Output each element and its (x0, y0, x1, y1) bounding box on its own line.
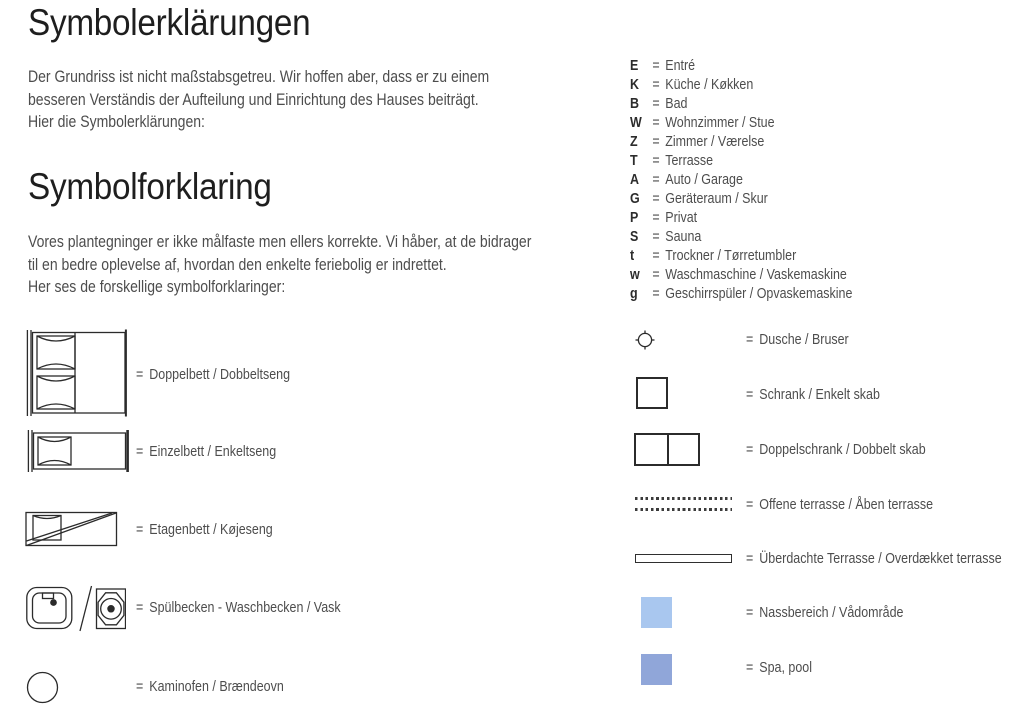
symbol-label-spa-pool (746, 659, 812, 677)
text-line: Der Grundriss ist nicht maßstabsgetreu. Wir hoffen aber, dass er zu einem (28, 68, 490, 86)
equals-sign: = (652, 58, 660, 74)
equals-sign: = (652, 77, 660, 93)
page-title-german: Symbolerklärungen (28, 2, 311, 43)
symbol-label-text: Spa, pool (759, 660, 813, 676)
symbol-label-covered-terrace (746, 550, 1002, 568)
room-code-label: Wohnzimmer / Stue (665, 115, 775, 131)
intro-german (28, 66, 489, 134)
room-code-key: K (630, 77, 640, 93)
symbol-label-text: Einzelbett / Enkeltseng (149, 444, 277, 460)
symbol-label-stove (136, 678, 284, 696)
room-code-label: Geräteraum / Skur (665, 191, 768, 207)
symbol-label-open-terrace (746, 496, 933, 514)
wet-area-icon (641, 597, 672, 628)
room-code-label: Geschirrspüler / Opvaskemaskine (665, 286, 853, 302)
room-code-key: W (630, 115, 642, 131)
room-code-row (630, 172, 743, 189)
room-code-key: Z (630, 134, 638, 150)
equals-sign: = (746, 551, 754, 567)
room-code-key: B (630, 96, 640, 112)
equals-sign: = (652, 96, 660, 112)
symbol-label-text: Dusche / Bruser (759, 332, 849, 348)
symbol-label-text: Etagenbett / Køjeseng (149, 522, 273, 538)
symbol-label-single-bed (136, 443, 276, 461)
equals-sign: = (652, 153, 660, 169)
symbol-label-wet-area (746, 604, 903, 622)
intro-danish (28, 231, 531, 299)
equals-sign: = (652, 172, 660, 188)
symbol-label-shower (746, 331, 849, 349)
sink-washbasin-icon (26, 585, 126, 632)
room-code-label: Bad (665, 96, 688, 112)
dotted-line (635, 497, 732, 500)
equals-sign: = (746, 660, 754, 676)
text-line: til en bedre oplevelse af, hvordan den enkelte feriebolig er indrettet. (28, 255, 447, 274)
double-wardrobe-icon (634, 433, 700, 466)
room-code-label: Terrasse (665, 153, 714, 169)
text-line: Hier die Symbolerklärungen: (28, 113, 205, 131)
room-code-label: Entré (665, 58, 696, 74)
equals-sign: = (136, 600, 144, 616)
symbol-label-double-bed (136, 366, 290, 384)
wood-stove-icon (26, 671, 60, 705)
room-code-label: Trockner / Tørretumbler (665, 248, 797, 264)
equals-sign: = (652, 210, 660, 226)
room-code-row (630, 248, 796, 265)
room-code-label: Waschmaschine / Vaskemaskine (665, 267, 847, 283)
equals-sign: = (746, 497, 754, 513)
single-bed-icon (26, 429, 130, 473)
text-line: Her ses de forskellige symbolforklaringer: (28, 278, 286, 296)
symbol-label-text: Nassbereich / Vådområde (759, 605, 904, 621)
symbol-label-bunk-bed (136, 521, 273, 539)
single-wardrobe-icon (636, 377, 668, 409)
equals-sign: = (746, 605, 754, 621)
symbol-label-double-wardrobe (746, 441, 926, 459)
room-code-row (630, 153, 713, 170)
double-bed-icon (25, 329, 127, 417)
equals-sign: = (652, 134, 660, 150)
room-code-row (630, 191, 768, 208)
equals-sign: = (746, 442, 754, 458)
room-code-key: S (630, 229, 639, 245)
equals-sign: = (652, 286, 660, 302)
room-code-row (630, 77, 753, 94)
room-code-key: A (630, 172, 640, 188)
symbol-label-text: Schrank / Enkelt skab (759, 387, 880, 403)
bunk-bed-icon (25, 510, 118, 547)
covered-terrace-icon (635, 554, 732, 563)
room-code-row (630, 210, 697, 227)
page-title-danish: Symbolforklaring (28, 166, 272, 207)
room-code-key: G (630, 191, 640, 207)
room-code-row (630, 286, 852, 303)
equals-sign: = (652, 191, 660, 207)
room-code-key: P (630, 210, 639, 226)
room-code-row (630, 267, 847, 284)
equals-sign: = (652, 248, 660, 264)
text-line: besseren Verständis der Aufteilung und Einrichtung des Hauses beiträgt. (28, 90, 479, 109)
room-code-key: T (630, 153, 638, 169)
room-code-label: Küche / Køkken (665, 77, 754, 93)
room-code-label: Auto / Garage (665, 172, 743, 188)
open-terrace-icon (635, 497, 732, 511)
room-code-row (630, 134, 764, 151)
equals-sign: = (652, 229, 660, 245)
text-line: Vores plantegninger er ikke målfaste men ellers korrekte. Vi håber, at de bidrager (28, 233, 532, 251)
dotted-line (635, 508, 732, 511)
spa-pool-icon (641, 654, 672, 685)
equals-sign: = (652, 267, 660, 283)
equals-sign: = (136, 444, 144, 460)
room-code-row (630, 115, 775, 132)
symbol-label-text: Doppelschrank / Dobbelt skab (759, 442, 926, 458)
symbol-label-text: Überdachte Terrasse / Overdækket terrasse (759, 551, 1002, 567)
room-code-label: Sauna (665, 229, 702, 245)
room-code-key: E (630, 58, 639, 74)
symbol-label-text: Kaminofen / Brændeovn (149, 679, 284, 695)
symbol-label-sink (136, 599, 341, 617)
equals-sign: = (136, 679, 144, 695)
symbol-label-text: Spülbecken - Waschbecken / Vask (149, 600, 341, 616)
symbol-label-text: Doppelbett / Dobbeltseng (149, 367, 291, 383)
equals-sign: = (746, 387, 754, 403)
room-code-key: t (630, 248, 635, 264)
symbol-label-wardrobe (746, 386, 880, 404)
room-code-label: Zimmer / Værelse (665, 134, 765, 150)
equals-sign: = (652, 115, 660, 131)
wardrobe-divider (667, 435, 669, 464)
room-code-key: w (630, 267, 640, 283)
equals-sign: = (136, 522, 144, 538)
room-code-key: g (630, 286, 638, 302)
room-code-row (630, 58, 695, 75)
equals-sign: = (746, 332, 754, 348)
equals-sign: = (136, 367, 144, 383)
room-code-row (630, 96, 687, 113)
room-code-row (630, 229, 701, 246)
symbol-label-text: Offene terrasse / Åben terrasse (759, 497, 934, 513)
shower-icon (634, 329, 656, 351)
room-code-label: Privat (665, 210, 698, 226)
